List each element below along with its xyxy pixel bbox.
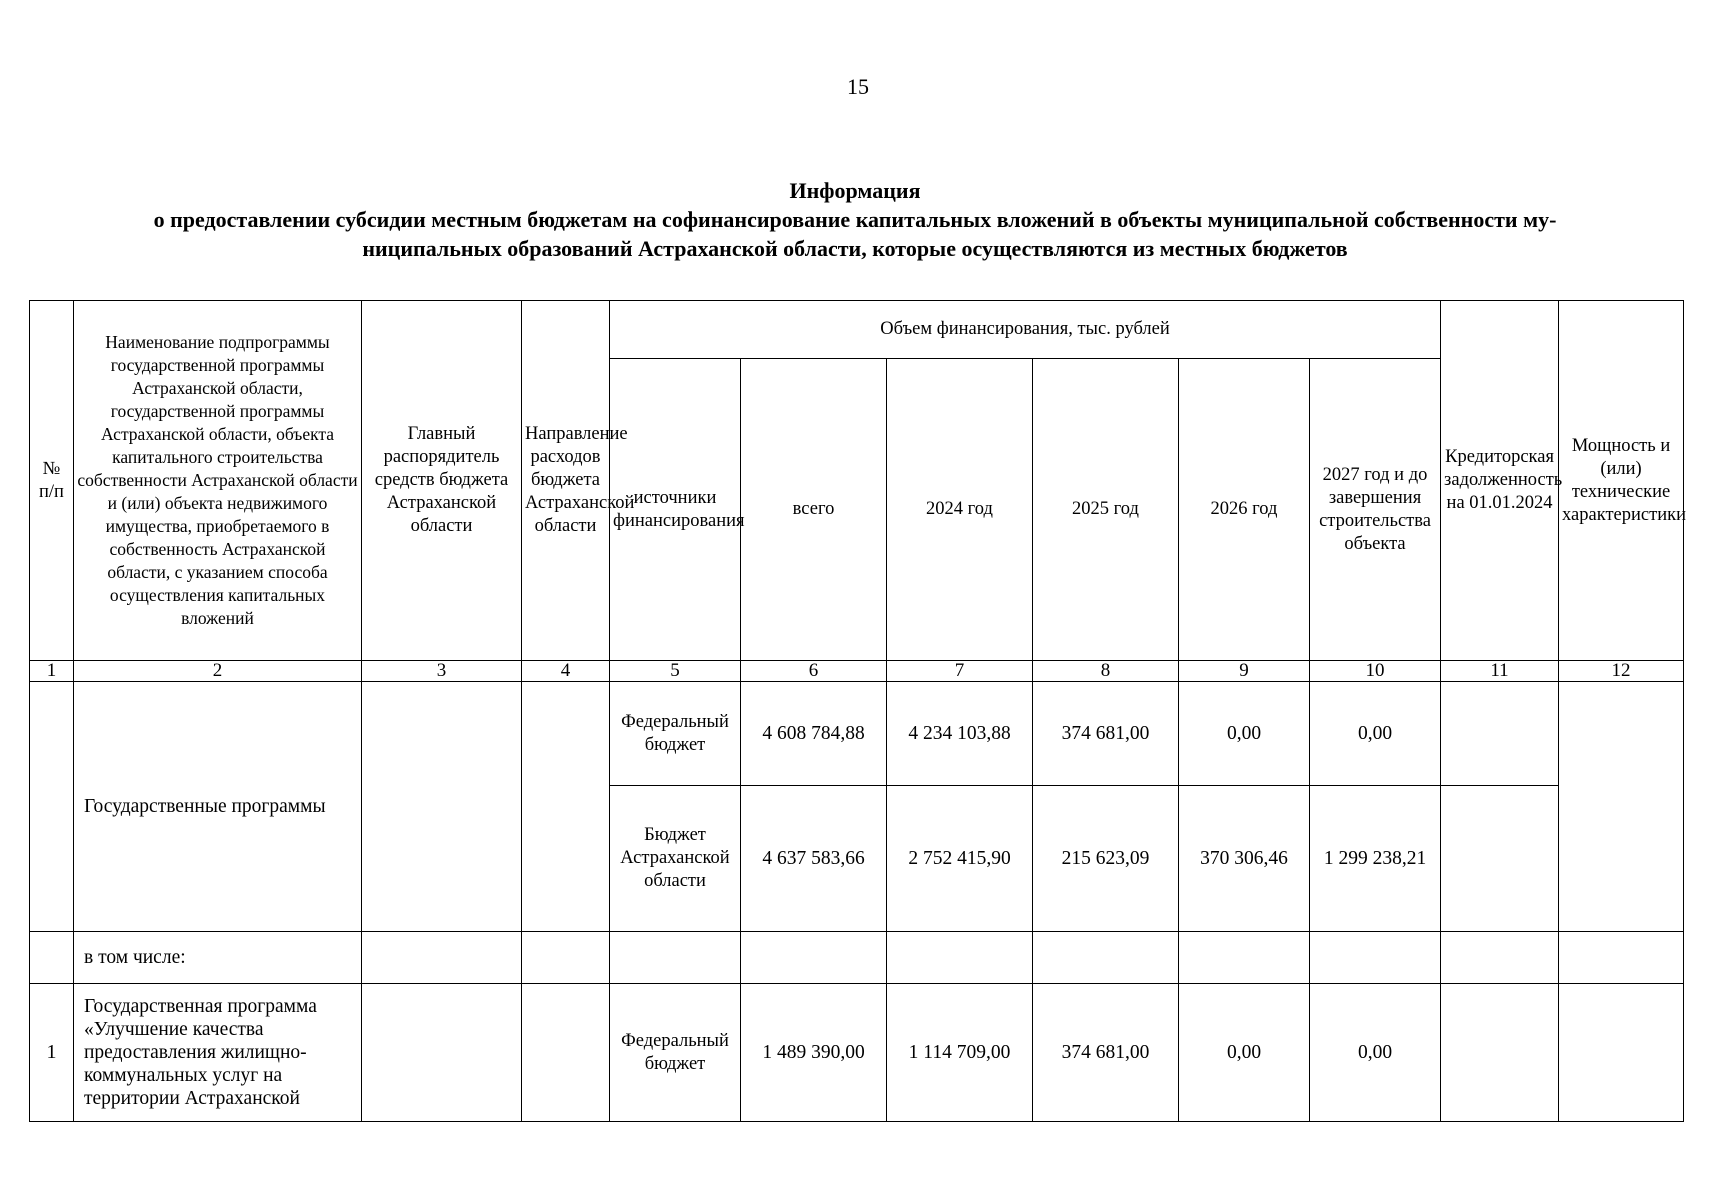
program-1-debt: [1441, 984, 1559, 1122]
column-number: 4: [522, 661, 610, 682]
program-1-2024: 1 114 709,00: [887, 984, 1033, 1122]
header-row-1: [30, 301, 1684, 359]
cell: [1559, 932, 1684, 984]
header-num: № п/п: [30, 301, 74, 661]
header-debt: Кредиторская задолженность на 01.01.2024: [1441, 301, 1559, 661]
column-number: 7: [887, 661, 1033, 682]
header-name: Наименование подпрограммы государственной программы Астраханской области, государственной программы Астраханской области, объекта капитального строительства собственности Астраханской области и (или) объекта недвижимого имущества, приобретаемого в собственность Астраханской области, с указанием способа осуществления капитальных вложений: [74, 301, 362, 661]
federal-2026: 0,00: [1179, 682, 1310, 786]
regional-2026: 370 306,46: [1179, 786, 1310, 932]
title-line-2: о предоставлении субсидии местным бюджетам на софинансирование капитальных вложений в объекты муниципальной собственности му-: [153, 207, 1557, 232]
including-row: [30, 932, 1684, 984]
regional-debt: [1441, 786, 1559, 932]
column-number: 3: [362, 661, 522, 682]
cell: [1310, 932, 1441, 984]
column-number: 11: [1441, 661, 1559, 682]
column-number: 8: [1033, 661, 1179, 682]
cell: [1033, 932, 1179, 984]
program-1-2027: 0,00: [1310, 984, 1441, 1122]
header-volume-group: Объем финансирования, тыс. рублей: [610, 301, 1441, 359]
header-2024: 2024 год: [887, 359, 1033, 661]
state-programs-direction: [522, 682, 610, 932]
state-programs-capacity: [1559, 682, 1684, 932]
header-sources: источники финансирования: [610, 359, 741, 661]
source-regional: Бюджет Астраханской области: [610, 786, 741, 932]
including-label: в том числе:: [74, 932, 362, 984]
cell: [1179, 932, 1310, 984]
column-number: 6: [741, 661, 887, 682]
program-1-direction: [522, 984, 610, 1122]
federal-2024: 4 234 103,88: [887, 682, 1033, 786]
header-2025: 2025 год: [1033, 359, 1179, 661]
title-line-3: ниципальных образований Астраханской области, которые осуществляются из местных бюджетов: [362, 236, 1348, 261]
state-programs-federal-row: [30, 682, 1684, 786]
state-programs-manager: [362, 682, 522, 932]
cell: [887, 932, 1033, 984]
program-1-manager: [362, 984, 522, 1122]
document-title: [30, 176, 1680, 263]
cell: [741, 932, 887, 984]
header-2027: 2027 год и до завершения строительства объекта: [1310, 359, 1441, 661]
column-number: 1: [30, 661, 74, 682]
regional-2024: 2 752 415,90: [887, 786, 1033, 932]
source-federal: Федеральный бюджет: [610, 682, 741, 786]
program-1-2025: 374 681,00: [1033, 984, 1179, 1122]
program-1-name: Государственная программа «Улучшение качества предоставления жилищно-коммунальных услуг на территории Астраханской: [74, 984, 362, 1122]
program-1-source: Федеральный бюджет: [610, 984, 741, 1122]
regional-2027: 1 299 238,21: [1310, 786, 1441, 932]
program-1-row: [30, 984, 1684, 1122]
column-number: 5: [610, 661, 741, 682]
state-programs-label: Государственные программы: [74, 682, 362, 932]
regional-2025: 215 623,09: [1033, 786, 1179, 932]
header-2026: 2026 год: [1179, 359, 1310, 661]
column-number: 2: [74, 661, 362, 682]
including-num: [30, 932, 74, 984]
federal-total: 4 608 784,88: [741, 682, 887, 786]
financing-table: [29, 300, 1687, 1122]
federal-2027: 0,00: [1310, 682, 1441, 786]
column-number: 9: [1179, 661, 1310, 682]
program-1-2026: 0,00: [1179, 984, 1310, 1122]
federal-debt: [1441, 682, 1559, 786]
program-1-num: 1: [30, 984, 74, 1122]
program-1-capacity: [1559, 984, 1684, 1122]
title-line-1: Информация: [789, 178, 921, 203]
header-direction: Направление расходов бюджета Астраханской области: [522, 301, 610, 661]
regional-total: 4 637 583,66: [741, 786, 887, 932]
cell: [522, 932, 610, 984]
state-programs-num: [30, 682, 74, 932]
header-capacity: Мощность и (или) технические характеристики: [1559, 301, 1684, 661]
cell: [362, 932, 522, 984]
program-1-total: 1 489 390,00: [741, 984, 887, 1122]
header-total: всего: [741, 359, 887, 661]
column-number: 12: [1559, 661, 1684, 682]
page-number: 15: [847, 74, 869, 99]
federal-2025: 374 681,00: [1033, 682, 1179, 786]
column-number: 10: [1310, 661, 1441, 682]
header-manager: Главный распорядитель средств бюджета Астраханской области: [362, 301, 522, 661]
cell: [1441, 932, 1559, 984]
column-number-row: [30, 661, 1684, 682]
cell: [610, 932, 741, 984]
financing-table-wrapper: [29, 300, 1687, 1122]
